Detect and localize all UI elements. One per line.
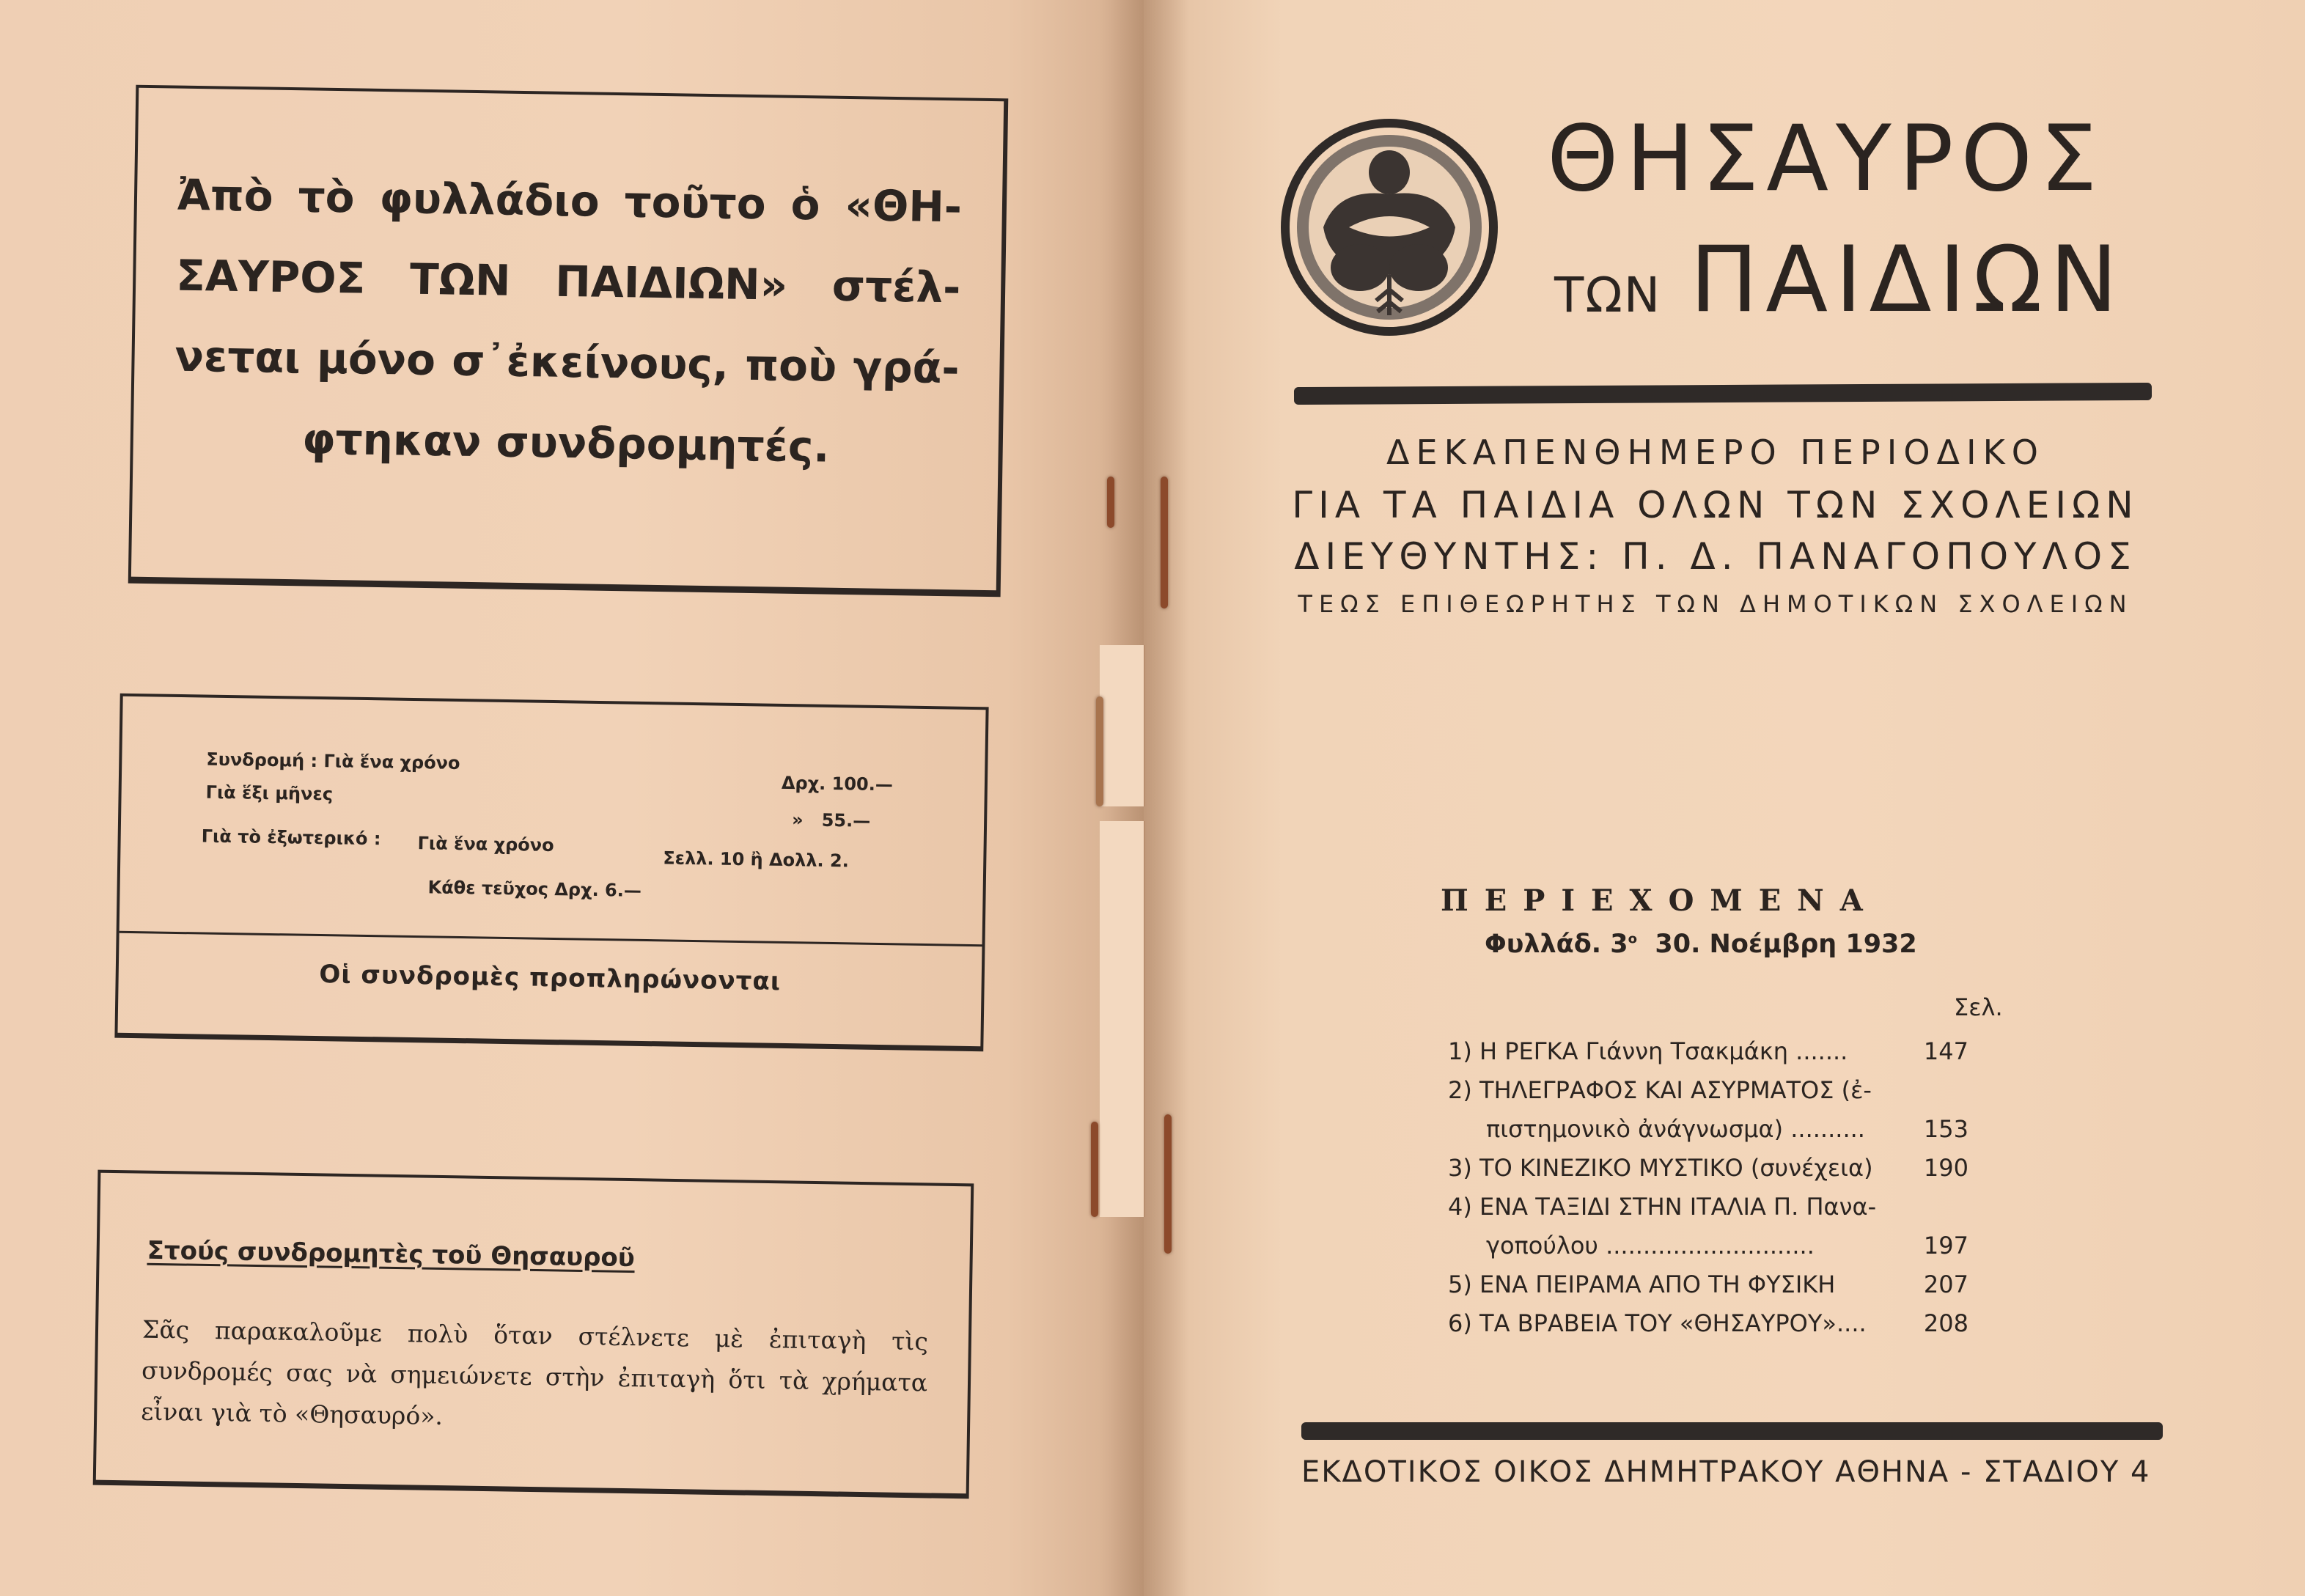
issue-line — [1485, 930, 1917, 959]
toc-item-page: 190 — [1923, 1154, 1968, 1182]
subscription-box — [114, 694, 988, 1052]
toc-item — [1448, 1193, 1961, 1221]
contents-title: ΠΕΡΙΕΧΟΜΕΝΑ — [1441, 883, 1879, 918]
magazine-title-line-1: ΘΗΣΑΥΡΟΣ — [1547, 106, 2105, 212]
magazine-title-ton: ΤΩΝ — [1554, 267, 1662, 323]
notice-line-1: Ἀπὸ τὸ φυλλάδιο τοῦτο ὁ «ΘΗ- — [177, 169, 963, 232]
issue-date: 30. Νοέμβρη 1932 — [1655, 930, 1917, 959]
magazine-title-paidion: ΠΑΙΔΙΩΝ — [1690, 227, 2125, 333]
staple — [1161, 477, 1168, 608]
notice-text — [173, 155, 963, 490]
toc-item-text: γοπούλου ............................ — [1486, 1232, 1815, 1259]
toc-item-text: πιστημονικὸ ἀνάγνωσμα) .......... — [1486, 1115, 1865, 1143]
toc-item-text: 3) ΤΟ ΚΙΝΕΖΙΚΟ ΜΥΣΤΙΚΟ (συνέχεια) — [1448, 1154, 1873, 1182]
masthead-line-2: ΓΙΑ ΤΑ ΠΑΙΔΙΑ ΟΛΩΝ ΤΩΝ ΣΧΟΛΕΙΩΝ — [1292, 484, 2139, 526]
subscribers-note-box — [93, 1170, 974, 1499]
subscription-row-2-value: » 55.— — [791, 809, 871, 831]
toc-page-heading: Σελ. — [1954, 993, 2003, 1021]
toc-item-text: 2) ΤΗΛΕΓΡΑΦΟΣ ΚΑΙ ΑΣΥΡΜΑΤΟΣ (ἐ- — [1448, 1076, 1872, 1104]
toc-item-text: 1) Η ΡΕΓΚΑ Γιάννη Τσακμάκη ....... — [1448, 1037, 1848, 1065]
toc-item — [1448, 1270, 1968, 1298]
toc-item-page: 208 — [1923, 1309, 1968, 1337]
toc-item-page: 153 — [1923, 1115, 1968, 1143]
notice-box — [128, 85, 1009, 597]
torn-edge — [1100, 821, 1145, 1217]
bottom-rule — [1301, 1422, 2163, 1440]
issue-number: Φυλλάδ. 3 — [1485, 930, 1628, 959]
notice-line-2: ΣΑΥΡΟΣ ΤΩΝ ΠΑΙΔΙΩΝ» στέλ- — [175, 250, 961, 313]
toc-item — [1448, 1232, 1968, 1259]
masthead-line-4: ΤΕΩΣ ΕΠΙΘΕΩΡΗΤΗΣ ΤΩΝ ΔΗΜΟΤΙΚΩΝ ΣΧΟΛΕΙΩΝ — [1298, 590, 2133, 618]
subscribers-body: Σᾶς παρακαλοῦμε πολὺ ὅταν στέλνετε μὲ ἐπιταγὴ τὶς συνδρομές σας νὰ σημειώνετε στὴν ἐπιταγὴ ὅτι τὰ χρήματα εἶναι γιὰ τὸ «Θησαυρό». — [140, 1314, 929, 1431]
subscription-row-2-label: Γιὰ ἕξι μῆνες — [205, 782, 334, 805]
subscription-row-3-label: Γιὰ τὸ ἐξωτερικό : — [201, 825, 381, 850]
toc-item — [1448, 1115, 1968, 1143]
prepaid-note: Οἱ συνδρομὲς προπληρώνονται — [319, 960, 782, 996]
subscription-row-3-label-2: Γιὰ ἕνα χρόνο — [417, 833, 554, 856]
issue-ordinal: ο — [1628, 931, 1637, 947]
subscription-row-1-value: Δρχ. 100.— — [781, 772, 894, 795]
masthead-line-1: ΔΕΚΑΠΕΝΘΗΜΕΡΟ ΠΕΡΙΟΔΙΚΟ — [1386, 433, 2045, 472]
subscription-row-1-label: Συνδρομή : Γιὰ ἕνα χρόνο — [206, 749, 460, 774]
toc-item-text: 5) ΕΝΑ ΠΕΙΡΑΜΑ ΑΠΟ ΤΗ ΦΥΣΙΚΗ — [1448, 1270, 1836, 1298]
toc-item — [1448, 1154, 1968, 1182]
toc-item-text: 6) ΤΑ ΒΡΑΒΕΙΑ ΤΟΥ «ΘΗΣΑΥΡΟΥ».... — [1448, 1309, 1867, 1337]
torn-edge — [1100, 645, 1145, 806]
toc-item — [1448, 1076, 1961, 1104]
staple — [1164, 1114, 1172, 1254]
toc-item-page: 197 — [1923, 1232, 1968, 1259]
subscribers-heading: Στούς συνδρομητὲς τοῦ Θησαυροῦ — [147, 1235, 636, 1273]
toc-item-page: 147 — [1923, 1037, 1968, 1065]
publisher-line: ΕΚΔΟΤΙΚΟΣ ΟΙΚΟΣ ΔΗΜΗΤΡΑΚΟΥ ΑΘΗΝΑ - ΣΤΑΔΙΟΥ 4 — [1301, 1455, 2151, 1489]
staple — [1096, 696, 1103, 806]
subscription-divider — [120, 931, 982, 946]
toc-item — [1448, 1037, 1968, 1065]
left-page — [0, 0, 1144, 1596]
subscription-row-3-value: Σελλ. 10 ἢ Δολλ. 2. — [663, 847, 850, 872]
staple — [1091, 1122, 1098, 1217]
magazine-logo-emblem — [1279, 117, 1499, 337]
toc-item-text: 4) ΕΝΑ ΤΑΞΙΔΙ ΣΤΗΝ ΙΤΑΛΙΑ Π. Πανα- — [1448, 1193, 1877, 1221]
notice-line-4: φτηκαν συνδρομητές. — [301, 413, 830, 472]
single-issue-price: Κάθε τεῦχος Δρχ. 6.— — [427, 877, 642, 901]
masthead-line-3: ΔΙΕΥΘΥΝΤΗΣ: Π. Δ. ΠΑΝΑΓΟΠΟΥΛΟΣ — [1294, 535, 2137, 578]
notice-line-3: νεται μόνο σ᾿ἐκείνους, ποὺ γρά- — [174, 331, 960, 394]
staple — [1107, 477, 1114, 528]
toc-item-page: 207 — [1923, 1270, 1968, 1298]
toc-item — [1448, 1309, 1968, 1337]
